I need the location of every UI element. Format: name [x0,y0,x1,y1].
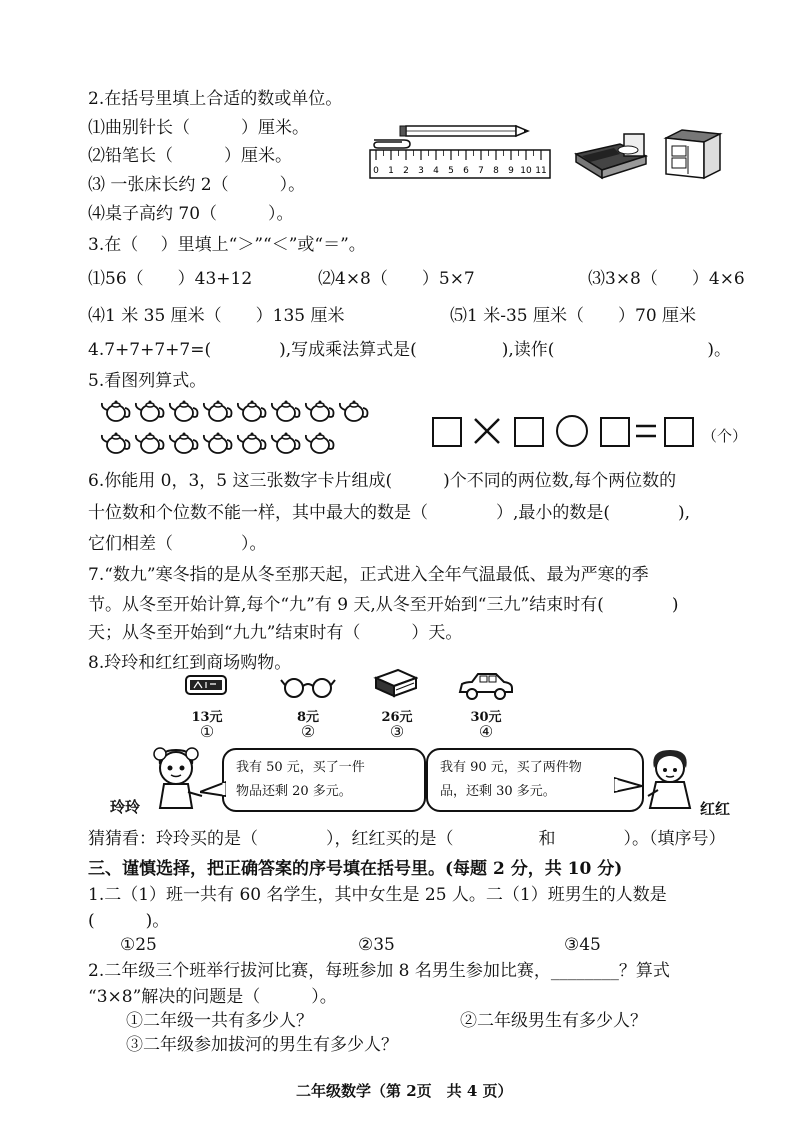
teapot-icon [100,428,132,456]
good-num-3: ③ [389,722,405,741]
teapot-icon [202,396,234,424]
s3-q2-line-2: “3×8”解决的问题是（ ）。 [88,987,337,1007]
toy-car-icon [456,670,516,702]
ruler-tick-label: 0 [373,166,379,176]
bed-icon [568,126,650,182]
girl1-name: 玲玲 [110,798,141,816]
pencil-case-icon [184,672,228,698]
ruler-tick-label: 4 [433,166,439,176]
speech-tail-1 [200,780,226,800]
section3-title: 三、谨慎选择，把正确答案的序号填在括号里。(每题 2 分，共 10 分) [88,859,623,879]
q8-title: 8.玲玲和红红到商场购物。 [88,653,292,673]
good-price-2: 8元 [296,710,320,725]
ruler-tick-label: 10 [520,166,532,176]
ruler-tick-label: 7 [478,166,484,176]
good-num-1: ① [199,722,215,741]
q3-title: 3.在（ ）里填上“＞”“＜”或“＝”。 [88,235,366,255]
good-num-2: ② [300,722,316,741]
ruler-tick-label: 5 [448,166,454,176]
teapot-icon [304,428,336,456]
ruler-tick-label: 8 [493,166,499,176]
teapot-icon [270,428,302,456]
girl2-speech-line-1: 我有 90 元，买了两件物 [440,760,582,775]
s3-q1-option-1[interactable]: ①25 [120,935,157,955]
ruler-tick-label: 11 [535,166,547,176]
girl1-speech-line-1: 我有 50 元，买了一件 [236,760,365,775]
ruler-tick-label: 9 [508,166,514,176]
equals-sign-icon [634,420,658,442]
s3-q2-option-1[interactable]: ①二年级一共有多少人？ [126,1011,313,1031]
q3-item-5: ⑸1 米-35 厘米（ ）70 厘米 [450,306,697,326]
s3-q1-line-1: 1.二（1）班一共有 60 名学生，其中女生是 25 人。二（1）班男生的人数是 [88,885,667,905]
q5-unit: （个） [702,427,748,445]
pencil-icon [400,126,528,136]
q2-item-4: ⑷桌子高约 70（ ）。 [88,204,294,224]
q2-item-2: ⑵铅笔长（ ）厘米。 [88,146,292,166]
q7-line-3: 天；从冬至开始到“九九”结束时有（ ）天。 [88,623,463,643]
q5-title: 5.看图列算式。 [88,371,207,391]
ruler-icon [370,150,550,178]
q6-line-2: 十位数和个位数不能一样，其中最大的数是（ ）,最小的数是( ), [88,503,691,523]
q3-item-3: ⑶3×8（ ）4×6 [588,269,745,289]
answer-box-3[interactable] [600,417,630,447]
answer-box-2[interactable] [514,417,544,447]
girl-lingling-icon [148,744,206,810]
ruler-tick-label: 6 [463,166,469,176]
good-price-1: 13元 [191,710,223,725]
multiply-sign-icon [472,416,502,446]
ruler-tick-label: 2 [403,166,409,176]
teapot-icon [100,396,132,424]
girl1-speech-line-2: 物品还剩 20 多元。 [236,784,352,799]
q2-item-1: ⑴曲别针长（ ）厘米。 [88,118,309,138]
teapot-icon [134,428,166,456]
q8-guess: 猜猜看：玲玲买的是（ ），红红买的是（ 和 ）。（填序号） [88,829,726,849]
q4-text: 4.7+7+7+7=( ),写成乘法算式是( ),读作( )。 [88,340,732,360]
good-price-4: 30元 [470,710,502,725]
ruler-tick-label: 3 [418,166,424,176]
girl2-speech-line-2: 品，还剩 30 多元。 [440,784,556,799]
desk-icon [660,126,724,182]
speech-tail-2 [614,776,642,796]
s3-q2-option-3[interactable]: ③二年级参加拔河的男生有多少人？ [126,1035,398,1055]
answer-box-4[interactable] [664,417,694,447]
girl2-speech-bubble [426,748,644,812]
book-icon [372,668,418,700]
q2-item-3: ⑶ 一张床长约 2（ ）。 [88,175,306,195]
q7-line-2: 节。从冬至开始计算,每个“九”有 9 天,从冬至开始到“三九”结束时有( ) [88,595,679,615]
teapot-group [100,396,400,460]
teapot-icon [236,396,268,424]
teapot-icon [236,428,268,456]
s3-q1-option-2[interactable]: ②35 [358,935,395,955]
paper-clip-icon [374,140,410,148]
q6-line-3: 它们相差（ ）。 [88,534,267,554]
girl-honghong-icon [644,746,696,810]
teapot-icon [270,396,302,424]
q3-item-4: ⑷1 米 35 厘米（ ）135 厘米 [88,306,345,326]
q6-line-1: 6.你能用 0，3，5 这三张数字卡片组成( )个不同的两位数,每个两位数的 [88,471,677,491]
girl1-speech-bubble [222,748,426,812]
teapot-icon [168,428,200,456]
answer-box-1[interactable] [432,417,462,447]
teapot-icon [338,396,370,424]
teapot-icon [168,396,200,424]
girl2-name: 红红 [700,800,731,818]
q3-item-1: ⑴56（ ）43+12 [88,269,253,289]
q7-line-1: 7.“数九”寒冬指的是从冬至那天起，正式进入全年气温最低、最为严寒的季 [88,565,649,585]
s3-q1-option-3[interactable]: ③45 [564,935,601,955]
teapot-icon [304,396,336,424]
answer-circle[interactable] [556,415,588,447]
good-price-3: 26元 [381,710,413,725]
s3-q2-option-2[interactable]: ②二年级男生有多少人？ [460,1011,647,1031]
teapot-icon [134,396,166,424]
s3-q2-line-1: 2.二年级三个班举行拔河比赛，每班参加 8 名男生参加比赛，________？算式 [88,961,670,981]
teapot-icon [202,428,234,456]
ruler-tick-label: 1 [388,166,394,176]
q3-item-2: ⑵4×8（ ）5×7 [318,269,475,289]
ruler-illustration [368,118,558,180]
s3-q1-line-2: ( )。 [88,911,170,931]
glasses-icon [280,672,336,700]
good-num-4: ④ [478,722,494,741]
page-footer: 二年级数学（第 2页 共 4 页） [296,1082,513,1100]
q2-title: 2.在括号里填上合适的数或单位。 [88,89,343,109]
